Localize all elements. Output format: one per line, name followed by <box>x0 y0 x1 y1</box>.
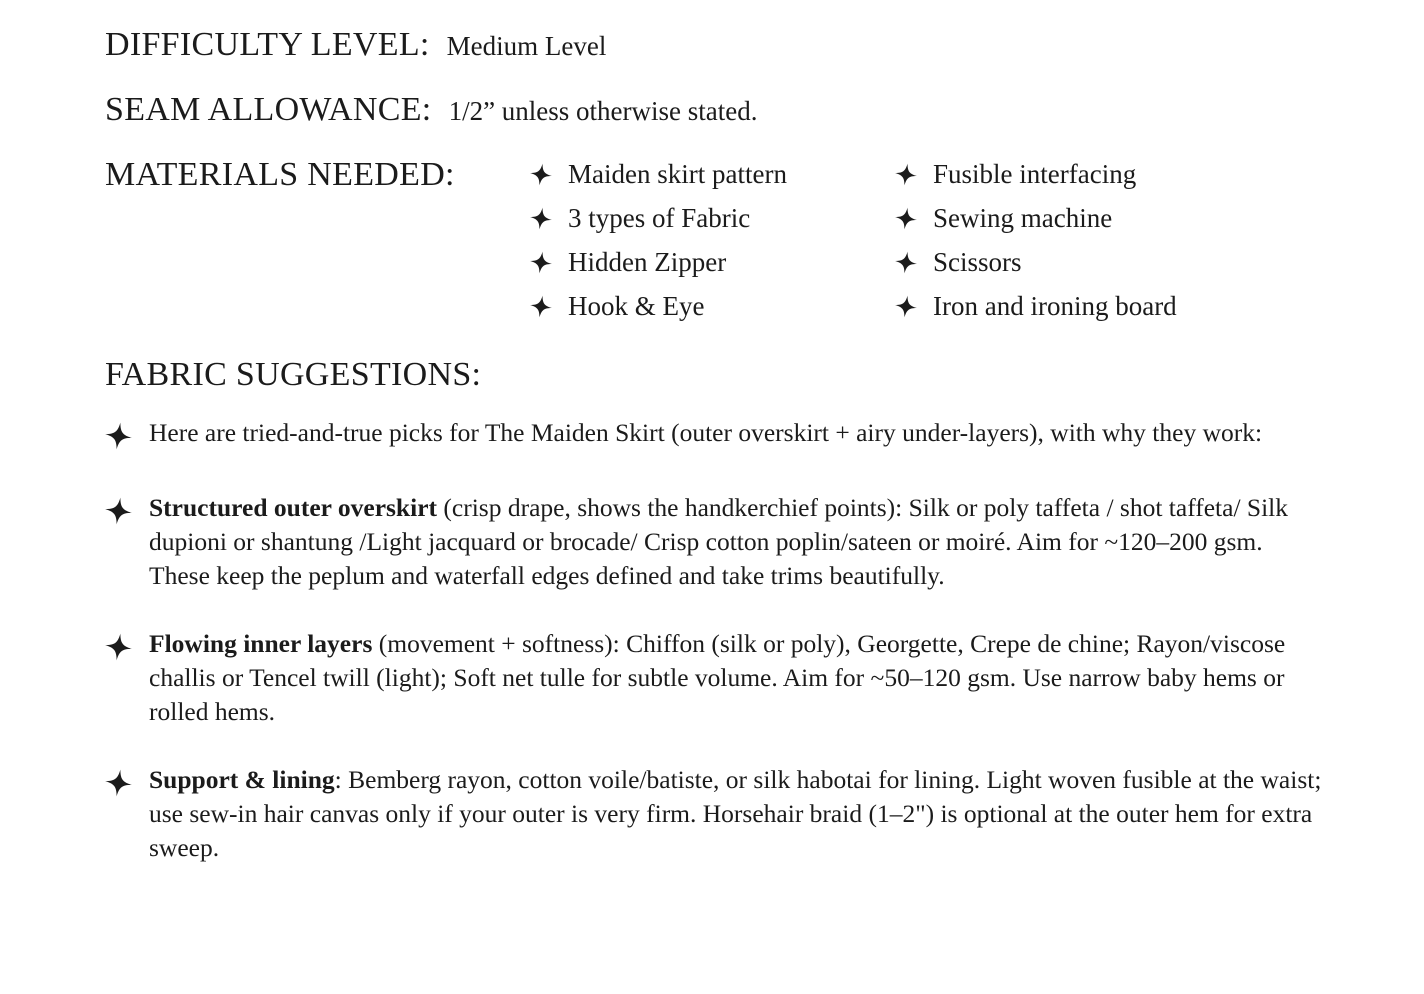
sparkle-icon <box>528 203 554 233</box>
sparkle-icon <box>528 291 554 321</box>
seam-allowance-label: SEAM ALLOWANCE: <box>105 91 432 128</box>
difficulty-value: Medium Level <box>446 31 607 61</box>
sparkle-icon <box>528 247 554 277</box>
fabric-suggestion-body: Here are tried-and-true picks for The Maiden Skirt (outer overskirt + airy under-layers), with why they work: <box>149 418 1263 447</box>
sparkle-icon <box>528 159 554 189</box>
material-item-label: Iron and ironing board <box>933 290 1177 321</box>
difficulty-label: DIFFICULTY LEVEL: <box>105 26 430 63</box>
sparkle-icon <box>103 493 134 528</box>
list-item <box>895 196 1177 240</box>
sparkle-icon <box>103 629 134 664</box>
difficulty-row <box>105 26 1364 64</box>
fabric-suggestion-lead: Structured outer overskirt <box>149 493 438 522</box>
sparkle-icon <box>893 247 919 277</box>
seam-allowance-row <box>105 91 1364 129</box>
sparkle-icon <box>893 203 919 233</box>
material-item-label: Maiden skirt pattern <box>568 158 787 189</box>
materials-columns <box>530 152 1177 328</box>
fabric-suggestion-body: (movement + softness): Chiffon (silk or poly), Georgette, Crepe de chine; Rayon/viscose challis or Tencel twill (light); Soft net tulle for subtle volume. Aim for ~50–120 gsm. Use narrow baby hems or rolled hems. <box>149 629 1286 726</box>
material-item-label: Fusible interfacing <box>933 158 1137 189</box>
list-item <box>530 152 895 196</box>
fabric-suggestion-lead: Flowing inner layers <box>149 629 373 658</box>
list-item <box>530 196 895 240</box>
materials-label: MATERIALS NEEDED: <box>105 156 455 193</box>
list-item <box>530 284 895 328</box>
sparkle-icon <box>103 765 134 800</box>
fabric-suggestion-lead: Support & lining <box>149 765 335 794</box>
material-item-label: 3 types of Fabric <box>568 202 751 233</box>
sparkle-icon <box>103 418 134 453</box>
sparkle-icon <box>893 291 919 321</box>
fabric-suggestion-body: (crisp drape, shows the handkerchief points): Silk or poly taffeta / shot taffeta/ Silk dupioni or shantung /Light jacquard or brocade/ Crisp cotton poplin/sateen or moiré. Aim for ~120–200 gsm. These keep the peplum and waterfall edges defined and take trims beautifully. <box>149 493 1289 590</box>
fabric-suggestion-item <box>105 627 1364 729</box>
material-item-label: Scissors <box>933 246 1022 277</box>
materials-column-1 <box>530 152 895 328</box>
list-item <box>895 152 1177 196</box>
fabric-suggestion-item <box>105 763 1364 865</box>
fabric-suggestion-text <box>149 416 1262 450</box>
material-item-label: Hook & Eye <box>568 290 705 321</box>
fabric-suggestion-text <box>149 627 1329 729</box>
materials-column-2 <box>895 152 1177 328</box>
fabric-suggestion-text <box>149 491 1329 593</box>
material-item-label: Hidden Zipper <box>568 246 727 277</box>
fabric-suggestions-label: FABRIC SUGGESTIONS: <box>105 356 482 393</box>
materials-section <box>105 156 1364 330</box>
seam-allowance-value: 1/2” unless otherwise stated. <box>448 96 758 126</box>
list-item <box>895 284 1177 328</box>
list-item <box>530 240 895 284</box>
sparkle-icon <box>893 159 919 189</box>
fabric-suggestion-body: : Bemberg rayon, cotton voile/batiste, or silk habotai for lining. Light woven fusible at the waist; use sew-in hair canvas only if your outer is very firm. Horsehair braid (1–2") is optional at the outer hem for extra sweep. <box>149 765 1322 862</box>
list-item <box>895 240 1177 284</box>
material-item-label: Sewing machine <box>933 202 1113 233</box>
fabric-suggestion-item <box>105 416 1364 457</box>
fabric-suggestion-item <box>105 491 1364 593</box>
fabric-suggestion-text <box>149 763 1329 865</box>
